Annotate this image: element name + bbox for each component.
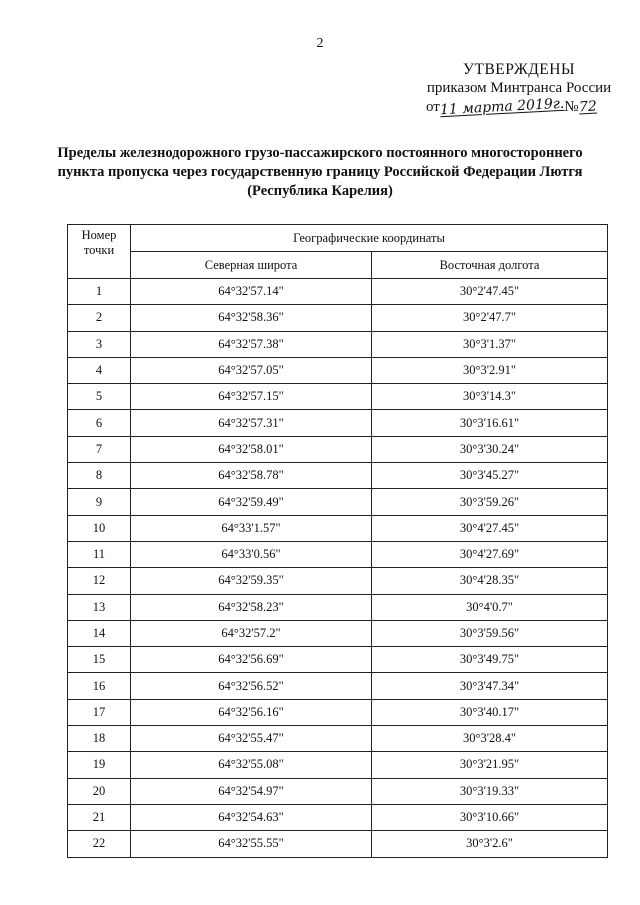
longitude-cell: 30°2'47.7" bbox=[372, 305, 608, 331]
longitude-cell: 30°3'49.75" bbox=[372, 647, 608, 673]
table-row bbox=[68, 647, 608, 673]
latitude-cell: 64°33'1.57" bbox=[131, 515, 372, 541]
latitude-header: Северная широта bbox=[131, 252, 372, 279]
point-number-cell: 6 bbox=[68, 410, 131, 436]
latitude-cell: 64°32'58.01" bbox=[131, 436, 372, 462]
date-prefix: от bbox=[426, 99, 440, 115]
table-row bbox=[68, 673, 608, 699]
approval-date-line bbox=[414, 95, 624, 119]
latitude-cell: 64°32'57.38" bbox=[131, 331, 372, 357]
latitude-cell: 64°32'54.63" bbox=[131, 804, 372, 830]
table-row bbox=[68, 831, 608, 857]
table-row bbox=[68, 463, 608, 489]
longitude-cell: 30°4'27.45" bbox=[372, 515, 608, 541]
point-number-cell: 19 bbox=[68, 752, 131, 778]
point-number-cell: 15 bbox=[68, 647, 131, 673]
latitude-cell: 64°32'54.97" bbox=[131, 778, 372, 804]
point-number-cell: 18 bbox=[68, 726, 131, 752]
number-prefix: № bbox=[564, 99, 579, 115]
latitude-cell: 64°32'58.78" bbox=[131, 463, 372, 489]
longitude-cell: 30°3'40.17" bbox=[372, 699, 608, 725]
longitude-cell: 30°3'30.24" bbox=[372, 436, 608, 462]
table-body bbox=[68, 279, 608, 858]
latitude-cell: 64°32'56.16" bbox=[131, 699, 372, 725]
longitude-cell: 30°3'59.26" bbox=[372, 489, 608, 515]
point-number-cell: 10 bbox=[68, 515, 131, 541]
longitude-cell: 30°3'1.37" bbox=[372, 331, 608, 357]
table-row bbox=[68, 752, 608, 778]
table-row bbox=[68, 620, 608, 646]
table-row bbox=[68, 699, 608, 725]
longitude-cell: 30°3'19.33" bbox=[372, 778, 608, 804]
point-number-cell: 7 bbox=[68, 436, 131, 462]
point-number-cell: 11 bbox=[68, 541, 131, 567]
longitude-cell: 30°3'21.95" bbox=[372, 752, 608, 778]
longitude-cell: 30°3'2.91" bbox=[372, 357, 608, 383]
handwritten-date: 11 марта 2019г. bbox=[439, 95, 565, 119]
longitude-cell: 30°2'47.45" bbox=[372, 279, 608, 305]
latitude-cell: 64°32'55.47" bbox=[131, 726, 372, 752]
table-row bbox=[68, 357, 608, 383]
latitude-cell: 64°32'57.2" bbox=[131, 620, 372, 646]
point-number-header: Номер точки bbox=[68, 225, 131, 279]
table-row bbox=[68, 541, 608, 567]
table-row bbox=[68, 804, 608, 830]
coordinates-header: Географические координаты bbox=[131, 225, 608, 252]
longitude-cell: 30°3'16.61" bbox=[372, 410, 608, 436]
table-row bbox=[68, 726, 608, 752]
longitude-cell: 30°3'14.3" bbox=[372, 384, 608, 410]
latitude-cell: 64°32'57.31" bbox=[131, 410, 372, 436]
point-number-cell: 21 bbox=[68, 804, 131, 830]
latitude-cell: 64°32'56.52" bbox=[131, 673, 372, 699]
longitude-cell: 30°3'47.34" bbox=[372, 673, 608, 699]
point-number-cell: 4 bbox=[68, 357, 131, 383]
longitude-cell: 30°3'45.27" bbox=[372, 463, 608, 489]
table-row bbox=[68, 594, 608, 620]
point-number-cell: 5 bbox=[68, 384, 131, 410]
latitude-cell: 64°32'59.35" bbox=[131, 568, 372, 594]
point-number-cell: 2 bbox=[68, 305, 131, 331]
approval-title: УТВЕРЖДЕНЫ bbox=[463, 61, 575, 78]
point-number-cell: 9 bbox=[68, 489, 131, 515]
point-number-cell: 12 bbox=[68, 568, 131, 594]
latitude-cell: 64°32'57.05" bbox=[131, 357, 372, 383]
document-title: Пределы железнодорожного грузо-пассажирского постоянного многостороннего пункта пропуска через государственную границу Российской Федерации Лютгя (Республика Карелия) bbox=[57, 145, 583, 199]
point-number-cell: 3 bbox=[68, 331, 131, 357]
point-number-cell: 14 bbox=[68, 620, 131, 646]
longitude-cell: 30°4'28.35" bbox=[372, 568, 608, 594]
longitude-cell: 30°4'0.7" bbox=[372, 594, 608, 620]
table-row bbox=[68, 305, 608, 331]
table-row bbox=[68, 279, 608, 305]
table-row bbox=[68, 436, 608, 462]
latitude-cell: 64°33'0.56" bbox=[131, 541, 372, 567]
longitude-cell: 30°3'10.66" bbox=[372, 804, 608, 830]
point-number-cell: 22 bbox=[68, 831, 131, 857]
coordinates-table bbox=[67, 224, 608, 858]
point-number-cell: 1 bbox=[68, 279, 131, 305]
table-row bbox=[68, 384, 608, 410]
longitude-cell: 30°3'28.4" bbox=[372, 726, 608, 752]
table-row bbox=[68, 331, 608, 357]
longitude-cell: 30°4'27.69" bbox=[372, 541, 608, 567]
longitude-cell: 30°3'2.6" bbox=[372, 831, 608, 857]
latitude-cell: 64°32'55.55" bbox=[131, 831, 372, 857]
table-row bbox=[68, 778, 608, 804]
latitude-cell: 64°32'59.49" bbox=[131, 489, 372, 515]
latitude-cell: 64°32'55.08" bbox=[131, 752, 372, 778]
latitude-cell: 64°32'56.69" bbox=[131, 647, 372, 673]
longitude-header: Восточная долгота bbox=[372, 252, 608, 279]
table-row bbox=[68, 568, 608, 594]
table-row bbox=[68, 515, 608, 541]
latitude-cell: 64°32'57.14" bbox=[131, 279, 372, 305]
latitude-cell: 64°32'57.15" bbox=[131, 384, 372, 410]
handwritten-number: 72 bbox=[578, 98, 597, 116]
longitude-cell: 30°3'59.56" bbox=[372, 620, 608, 646]
latitude-cell: 64°32'58.23" bbox=[131, 594, 372, 620]
point-number-cell: 13 bbox=[68, 594, 131, 620]
page-number: 2 bbox=[316, 36, 324, 51]
approval-block bbox=[414, 60, 624, 117]
table-row bbox=[68, 410, 608, 436]
point-number-cell: 17 bbox=[68, 699, 131, 725]
latitude-cell: 64°32'58.36" bbox=[131, 305, 372, 331]
point-number-cell: 20 bbox=[68, 778, 131, 804]
table-row bbox=[68, 489, 608, 515]
point-number-cell: 8 bbox=[68, 463, 131, 489]
point-number-cell: 16 bbox=[68, 673, 131, 699]
approval-order: приказом Минтранса России bbox=[426, 80, 612, 96]
